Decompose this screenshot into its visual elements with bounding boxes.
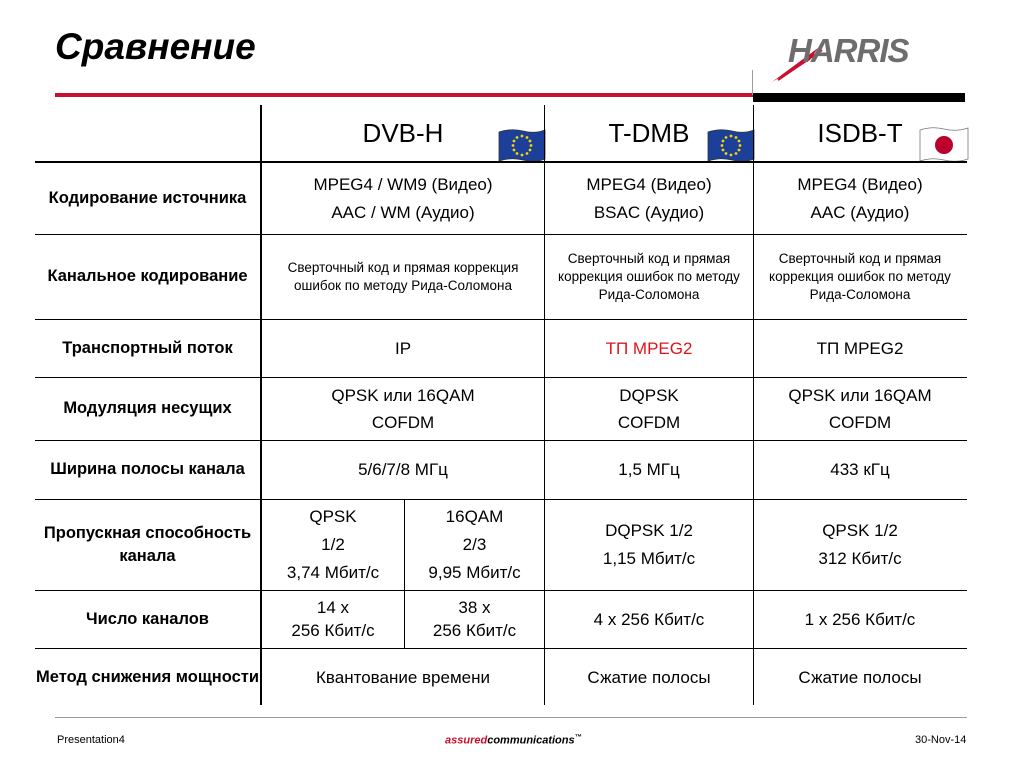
cell-line: 1/2 [321, 534, 345, 554]
cell-power-tdmb: Сжатие полосы [587, 668, 711, 688]
cell-power-dvbh: Квантование времени [316, 668, 490, 688]
cell-modulation-isdbt [754, 378, 966, 440]
row-label-bandwidth: Ширина полосы канала [50, 460, 245, 479]
eu-flag-icon [706, 128, 756, 164]
column-header-isdbt: ISDB-T [817, 117, 903, 148]
cell-line: QPSK или 16QAM [331, 385, 475, 405]
cell-channel-coding-tdmb: Сверточный код и прямая коррекция ошибок по методу Рида-Соломона [558, 250, 740, 303]
cell-line: QPSK 1/2 [822, 520, 898, 540]
footer-brand-tm: ™ [574, 734, 582, 741]
harris-logo-text: HARRIS [788, 32, 909, 69]
row-label-transport: Транспортный поток [62, 338, 233, 357]
cell-source-coding-isdbt [754, 163, 966, 234]
cell-line: DQPSK [619, 385, 679, 405]
cell-modulation-dvbh [262, 378, 544, 440]
title-underline [55, 93, 753, 97]
cell-source-coding-dvbh [262, 163, 544, 234]
row-label-source-coding: Кодирование источника [48, 188, 247, 207]
cell-line: DQPSK 1/2 [605, 520, 693, 540]
cell-channels-isdbt: 1 x 256 Кбит/с [804, 609, 916, 629]
cell-line: 312 Кбит/с [818, 549, 902, 568]
page-title: Сравнение [55, 26, 256, 67]
cell-line: COFDM [828, 413, 892, 432]
row-label-channel-coding: Канальное кодирование [47, 267, 248, 286]
footer-date: 30-Nov-14 [915, 734, 967, 746]
cell-line: AAC / WM (Аудио) [331, 202, 475, 222]
cell-bandwidth-tdmb: 1,5 МГц [618, 460, 680, 480]
title-divider [752, 70, 753, 95]
cell-line: QPSK [309, 506, 357, 526]
cell-line: MPEG4 / WM9 (Видео) [313, 175, 493, 195]
column-header-dvbh: DVB-H [362, 117, 444, 148]
cell-line: 9,95 Мбит/с [428, 563, 521, 583]
cell-channels-dvbh-b [405, 591, 544, 648]
footer-brand-communications: communications [487, 734, 575, 747]
cell-transport-dvbh: IP [394, 338, 412, 358]
cell-line: 1,15 Мбит/с [602, 549, 696, 568]
eu-flag-icon [497, 128, 547, 164]
cell-line: 256 Кбит/с [432, 620, 517, 640]
footer-presentation-name: Presentation4 [57, 734, 125, 746]
cell-power-isdbt: Сжатие полосы [798, 668, 922, 688]
cell-transport-tdmb: ТП MPEG2 [605, 338, 693, 358]
cell-line: MPEG4 (Видео) [797, 175, 923, 195]
title-underline-dark [753, 93, 965, 102]
cell-bandwidth-dvbh: 5/6/7/8 МГц [358, 460, 448, 480]
cell-line: QPSK или 16QAM [788, 385, 932, 405]
cell-line: 16QAM [445, 506, 504, 526]
cell-channel-coding-dvbh: Сверточный код и прямая коррекция ошибок по методу Рида-Соломона [287, 259, 519, 293]
cell-throughput-dvbh-qpsk [262, 500, 404, 590]
harris-logo [770, 30, 955, 85]
cell-throughput-tdmb [545, 500, 753, 590]
cell-line: 38 x [458, 597, 491, 617]
cell-line: 256 Кбит/с [291, 620, 375, 640]
row-label-modulation: Модуляция несущих [63, 399, 232, 418]
cell-bandwidth-isdbt: 433 кГц [830, 460, 890, 480]
row-label-channels: Число каналов [86, 609, 209, 628]
cell-channels-tdmb: 4 x 256 Кбит/с [593, 609, 705, 629]
cell-line: COFDM [617, 413, 681, 432]
row-label-throughput: Пропускная способность канала [43, 523, 252, 565]
footer-brand-assured: assured [445, 734, 488, 747]
cell-throughput-isdbt [754, 500, 966, 590]
cell-line: MPEG4 (Видео) [586, 175, 712, 195]
footer-rule [55, 717, 967, 718]
column-header-tdmb: T-DMB [608, 117, 690, 148]
cell-line: COFDM [371, 413, 435, 432]
cell-channel-coding-isdbt: Сверточный код и прямая коррекция ошибок по методу Рида-Соломона [769, 250, 951, 303]
cell-source-coding-tdmb [545, 163, 753, 234]
cell-throughput-dvbh-16qam [405, 500, 544, 590]
cell-line: AAC (Аудио) [810, 202, 910, 222]
cell-line: BSAC (Аудио) [593, 202, 705, 222]
cell-line: 14 x [316, 597, 350, 617]
cell-modulation-tdmb [545, 378, 753, 440]
cell-transport-isdbt: ТП MPEG2 [816, 338, 904, 358]
cell-channels-dvbh-a [262, 591, 404, 648]
footer-brand [445, 734, 582, 747]
cell-line: 3,74 Мбит/с [286, 563, 380, 583]
cell-line: 2/3 [462, 534, 487, 554]
row-label-power: Метод снижения мощности [36, 668, 259, 687]
japan-flag-icon [918, 126, 970, 164]
